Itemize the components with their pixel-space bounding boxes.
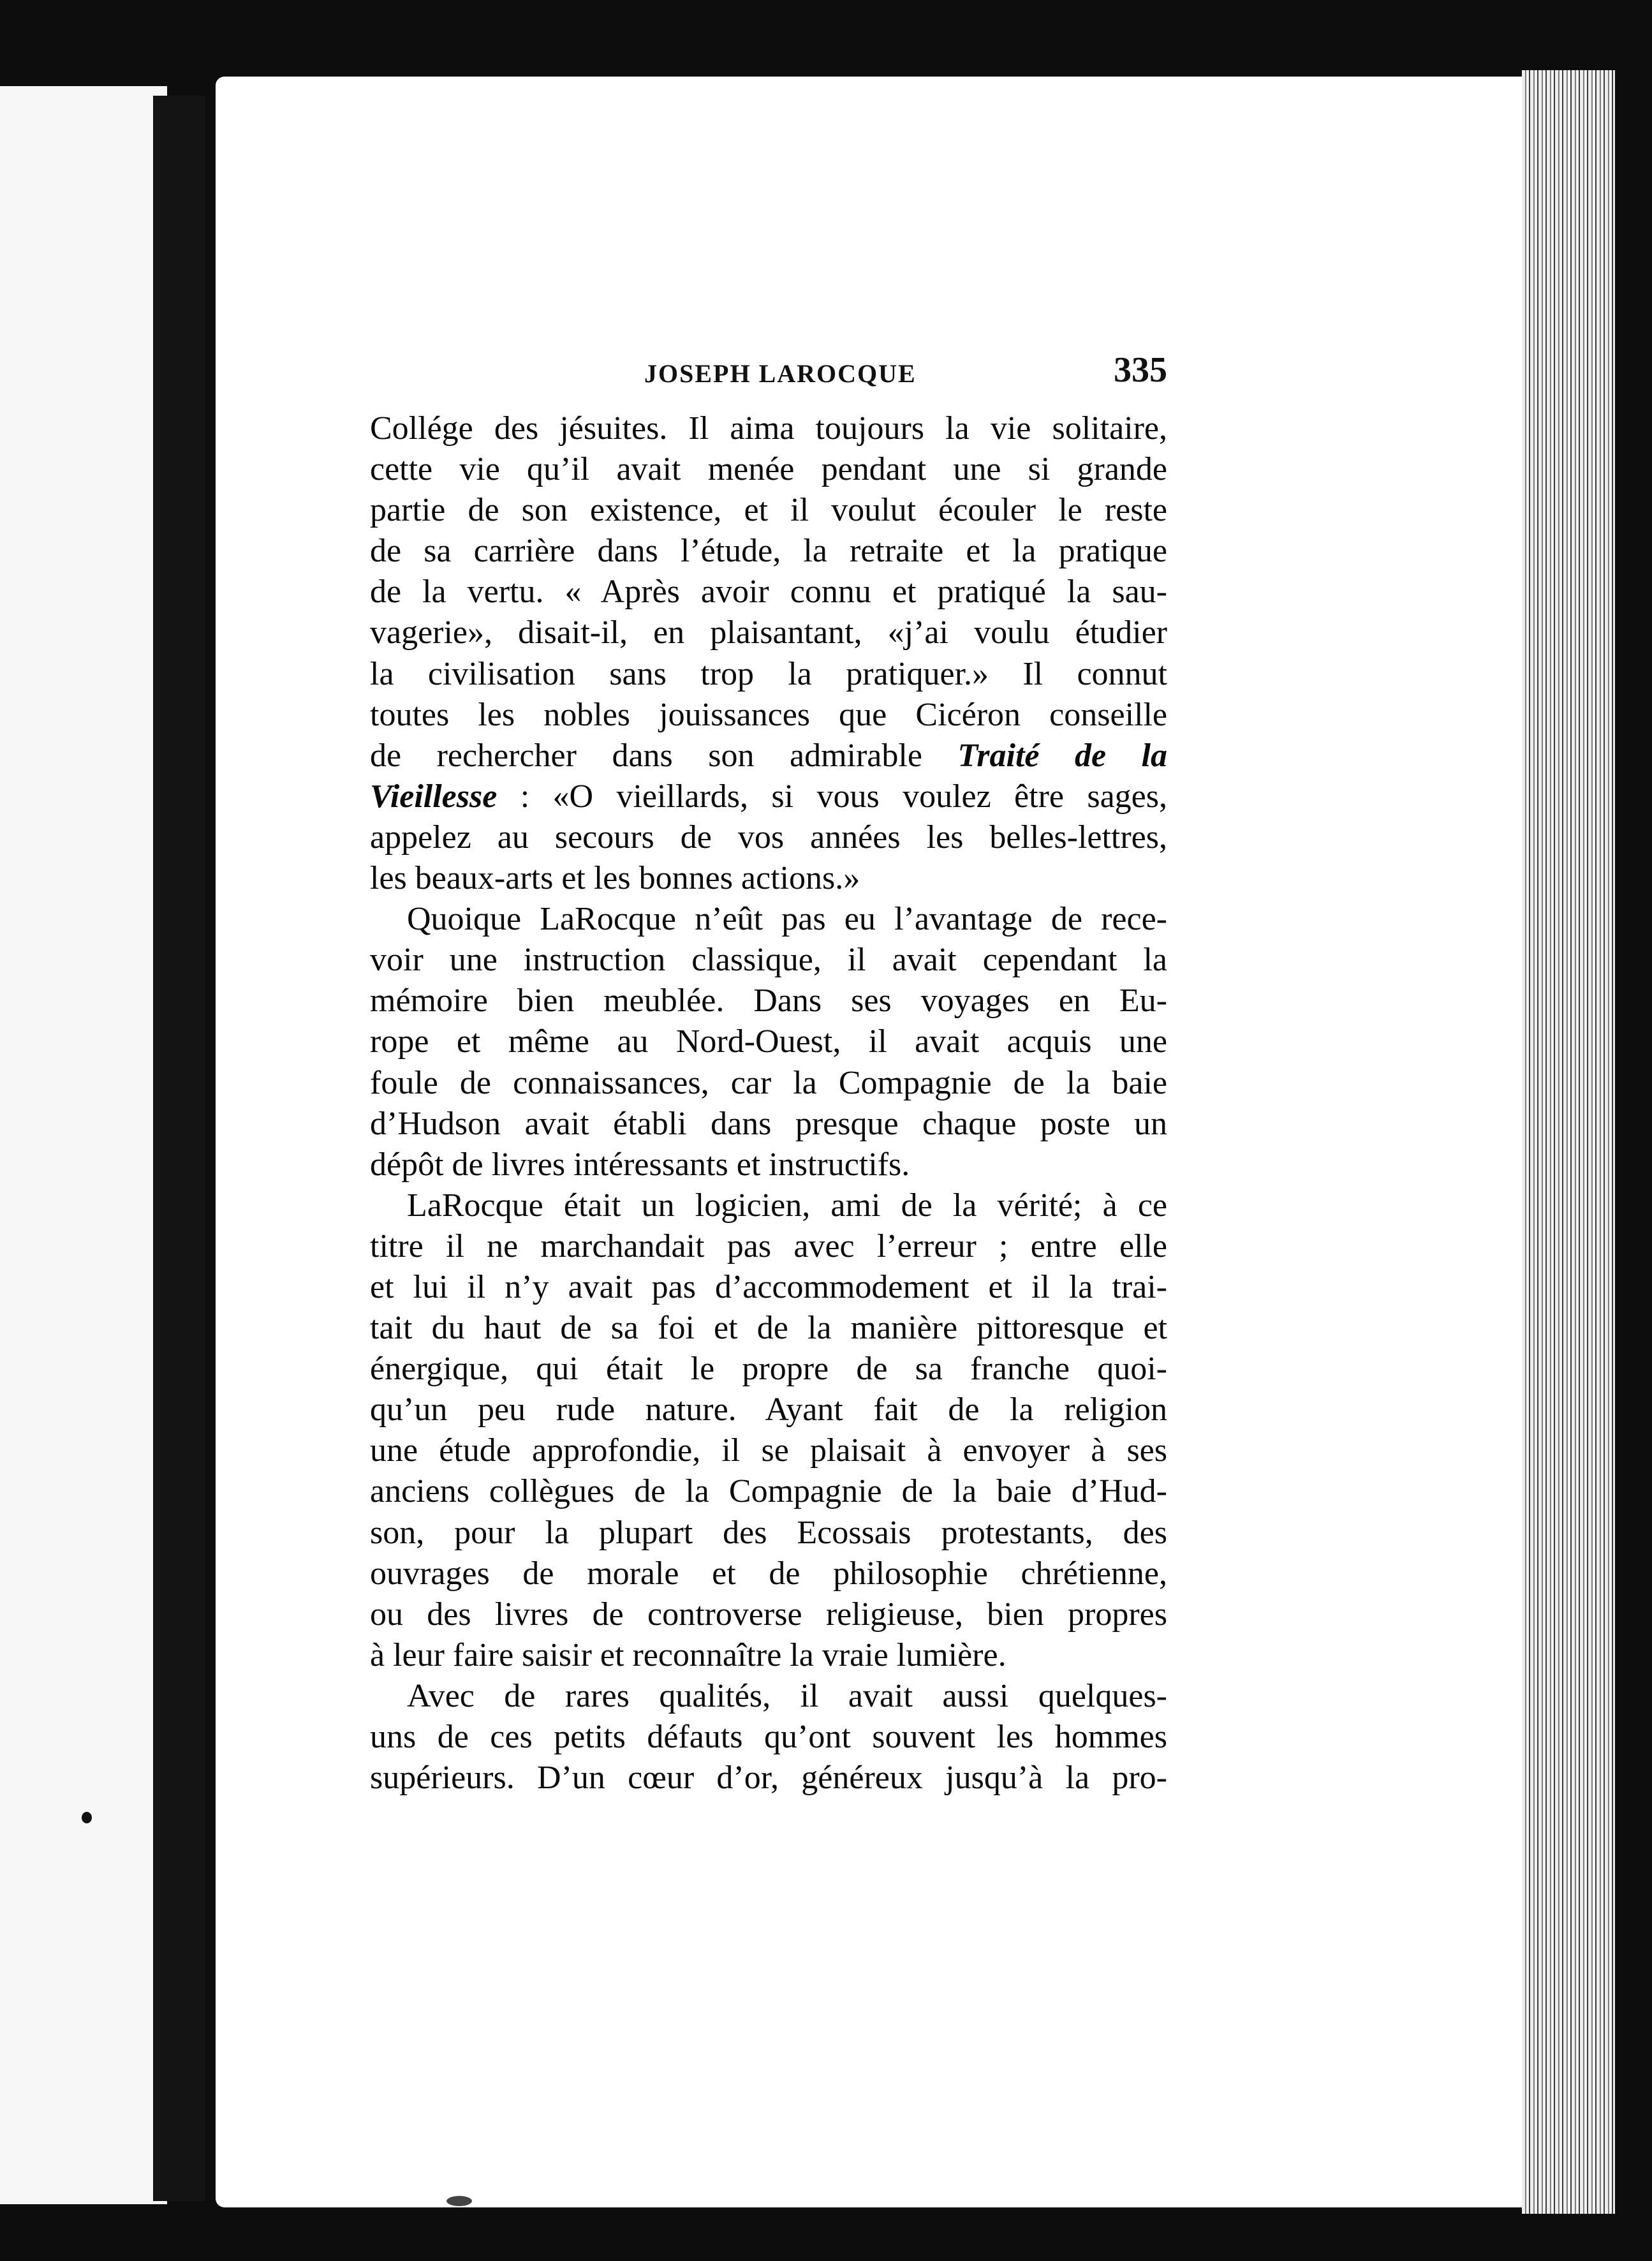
book-title-italic: Traité de la	[957, 737, 1168, 774]
scan-speck	[82, 1812, 92, 1823]
text-line: vagerie», disait-il, en plaisantant, «j’ai voulu étudier	[370, 614, 1167, 651]
text-line: appelez au secours de vos années les belles-lettres,	[370, 819, 1167, 856]
text-line: ouvrages de morale et de philosophie chrétienne,	[370, 1555, 1167, 1592]
text-line: titre il ne marchandait pas avec l’erreur ; entre elle	[370, 1227, 1167, 1264]
running-head-title: JOSEPH LAROCQUE	[644, 359, 917, 388]
text-line: les beaux-arts et les bonnes actions.»	[370, 860, 860, 897]
text-line: énergique, qui était le propre de sa franche quoi-	[370, 1351, 1167, 1388]
text-line: Collége des jésuites. Il aima toujours la vie solitaire,	[370, 410, 1167, 447]
text-line: supérieurs. D’un cœur d’or, généreux jusqu’à la pro-	[370, 1760, 1167, 1797]
book-title-italic: Vieillesse	[370, 778, 498, 815]
text-line: ou des livres de controverse religieuse, bien propres	[370, 1596, 1167, 1633]
text-line: à leur faire saisir et reconnaître la vraie lumière.	[370, 1636, 1007, 1673]
left-page-edge	[0, 86, 167, 2204]
scan-speck	[446, 2196, 472, 2206]
text-line: toutes les nobles jouissances que Cicéron conseille	[370, 696, 1167, 733]
text-line: voir une instruction classique, il avait cependant la	[370, 942, 1167, 979]
body-text	[370, 408, 1167, 1798]
text-line: qu’un peu rude nature. Ayant fait de la religion	[370, 1391, 1167, 1428]
text-line: mémoire bien meublée. Dans ses voyages en Eu-	[370, 982, 1167, 1019]
text-line: d’Hudson avait établi dans presque chaque poste un	[370, 1105, 1167, 1142]
text-line: une étude approfondie, il se plaisait à envoyer à ses	[370, 1432, 1167, 1469]
running-head	[370, 350, 1167, 394]
page-stack-edge	[1522, 70, 1615, 2214]
text-line: son, pour la plupart des Ecossais protestants, des	[370, 1514, 1167, 1551]
text-line: de la vertu. « Après avoir connu et pratiqué la sau-	[370, 574, 1167, 611]
text-line: uns de ces petits défauts qu’ont souvent les hommes	[370, 1719, 1167, 1755]
text-line: et lui il n’y avait pas d’accommodement et il la trai-	[370, 1268, 1167, 1305]
text-line: rope et même au Nord-Ouest, il avait acquis une	[370, 1023, 1167, 1060]
text-line: LaRocque était un logicien, ami de la vérité; à ce	[407, 1187, 1167, 1224]
text-line-with-title	[370, 776, 1167, 817]
page-number: 335	[1114, 350, 1167, 390]
text-line: foule de connaissances, car la Compagnie de la baie	[370, 1064, 1167, 1101]
text-line: dépôt de livres intéressants et instructifs.	[370, 1146, 910, 1183]
text-line: la civilisation sans trop la pratiquer.» Il connut	[370, 655, 1167, 692]
text-segment: : «O vieillards, si vous voulez être sages,	[520, 778, 1167, 815]
text-line: cette vie qu’il avait menée pendant une si grande	[370, 451, 1167, 488]
text-line: tait du haut de sa foi et de la manière pittoresque et	[370, 1310, 1167, 1347]
text-line: Avec de rares qualités, il avait aussi quelques-	[407, 1677, 1167, 1714]
text-line-with-title	[370, 736, 1167, 776]
book-spine-shadow	[153, 96, 205, 2201]
text-line: partie de son existence, et il voulut écouler le reste	[370, 492, 1167, 529]
text-line: anciens collègues de la Compagnie de la baie d’Hud-	[370, 1473, 1167, 1510]
text-line: de sa carrière dans l’étude, la retraite et la pratique	[370, 533, 1167, 570]
text-line: Quoique LaRocque n’eût pas eu l’avantage de rece-	[407, 901, 1167, 938]
text-segment: de rechercher dans son admirable	[370, 737, 922, 774]
